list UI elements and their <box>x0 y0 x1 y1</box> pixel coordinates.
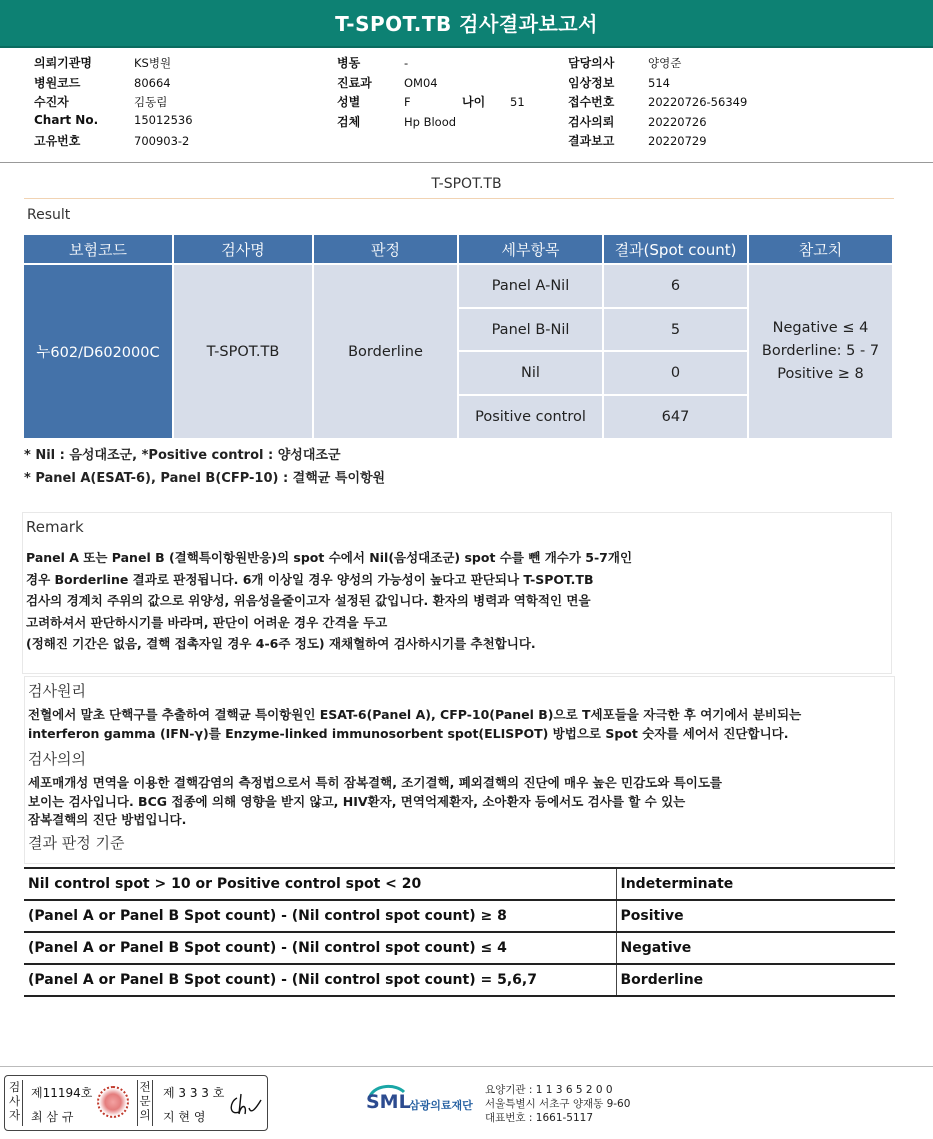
header-value: 20220726 <box>648 114 707 129</box>
criteria-condition: (Panel A or Panel B Spot count) - (Nil control spot count) ≤ 4 <box>24 932 616 964</box>
header-field <box>568 113 747 133</box>
header-label: 결과보고 <box>568 134 615 148</box>
remark-line: 경우 Borderline 결과로 판정됩니다. 6개 이상일 경우 양성의 가능성이 높다고 판단되나 T-SPOT.TB <box>26 571 594 587</box>
criteria-condition: (Panel A or Panel B Spot count) - (Nil control spot count) = 5,6,7 <box>24 964 616 996</box>
criteria-result: Indeterminate <box>616 868 895 900</box>
principle-label: 검사원리 <box>28 682 86 700</box>
remark-line: 고려하셔서 판단하시기를 바라며, 판단이 어려운 경우 간격을 두고 <box>26 614 388 630</box>
header-divider <box>0 162 933 163</box>
criteria-condition: Nil control spot > 10 or Positive control spot < 20 <box>24 868 616 900</box>
footer-divider <box>0 1066 933 1067</box>
table-row <box>24 932 895 964</box>
tester-license-no: 제11194호 <box>31 1086 93 1100</box>
header-label: 병동 <box>337 56 361 70</box>
detail-item-cell: Panel A-Nil <box>459 265 602 307</box>
age-label: 나이 <box>462 95 486 109</box>
header-field <box>34 93 193 113</box>
header-value: 김동림 <box>134 95 168 109</box>
col-header-reference: 참고치 <box>749 235 892 263</box>
header-value: 15012536 <box>134 112 193 127</box>
remark-line: Panel A 또는 Panel B (결핵특이항원반응)의 spot 수에서 Nil(음성대조군) spot 수를 뺀 개수가 5-7개인 <box>26 550 633 565</box>
address-line: 요양기관 : 1 1 3 6 5 2 0 0 <box>485 1084 613 1096</box>
header-field <box>337 74 525 94</box>
criteria-label: 결과 판정 기준 <box>28 834 125 852</box>
insurance-code-cell: 누602/D602000C <box>24 265 172 438</box>
header-label: 의뢰기관명 <box>34 56 92 70</box>
header-value: - <box>404 56 409 70</box>
header-value: Hp Blood <box>404 114 457 129</box>
col-header-detail-item: 세부항목 <box>459 235 602 263</box>
principle-line: interferon gamma (IFN-γ)를 Enzyme-linked immunosorbent spot(ELISPOT) 방법으로 Spot 숫자를 세어서 진단합니다. <box>28 726 789 741</box>
header-field <box>337 54 525 74</box>
meaning-line: 세포매개성 면역을 이용한 결핵감염의 측정법으로서 특히 잠복결핵, 조기결핵, 폐외결핵의 진단에 매우 높은 민감도와 특이도를 <box>28 775 722 790</box>
header-value: KS병원 <box>134 56 172 70</box>
reviewer-license-no: 제 3 3 3 호 <box>163 1086 225 1100</box>
col-header-insurance-code: 보험코드 <box>24 235 172 263</box>
header-value: 20220726-56349 <box>648 95 748 109</box>
reference-line: Borderline: 5 - 7 <box>761 343 880 359</box>
tester-name: 최 삼 규 <box>31 1110 74 1124</box>
principle-line: 전혈에서 말초 단핵구를 추출하여 결핵균 특이항원인 ESAT-6(Panel A), CFP-10(Panel B)으로 T세포들을 자극한 후 여기에서 분비되는 <box>28 707 802 722</box>
header-field <box>34 113 193 133</box>
header-label: 담당의사 <box>568 56 615 70</box>
remark-line: (정해진 기간은 없음, 결핵 접촉자일 경우 4-6주 정도) 재채혈하여 검사하시기를 추천합니다. <box>26 636 536 651</box>
header-label: 성별 <box>337 95 361 109</box>
remark-label: Remark <box>26 518 84 536</box>
section-title: T-SPOT.TB <box>431 176 502 192</box>
logo-text: SML <box>366 1091 411 1113</box>
org-address <box>485 1083 630 1125</box>
report-title: T-SPOT.TB 검사결과보고서 <box>335 12 598 36</box>
detail-item-cell: Positive control <box>459 396 602 438</box>
header-field <box>568 132 747 152</box>
reviewer-name: 지 현 영 <box>163 1110 206 1124</box>
org-name: 삼광의료재단 <box>409 1099 473 1112</box>
header-value: 20220729 <box>648 134 707 148</box>
col-header-judgment: 판정 <box>314 235 457 263</box>
header-field <box>337 113 525 133</box>
meaning-text <box>28 774 722 830</box>
age-value: 51 <box>510 95 525 109</box>
signature-box <box>4 1075 268 1131</box>
header-field <box>337 93 525 113</box>
reference-line: Negative ≤ 4 <box>772 320 869 336</box>
header-value: OM04 <box>404 75 438 90</box>
header-label: 고유번호 <box>34 134 81 148</box>
section-divider <box>24 198 894 199</box>
header-value: 80664 <box>134 75 171 90</box>
meaning-label: 검사의의 <box>28 750 86 768</box>
result-table <box>22 235 894 438</box>
header-field <box>568 54 747 74</box>
footnote: * Nil : 음성대조군, *Positive control : 양성대조군 <box>24 448 341 463</box>
footnote: * Panel A(ESAT-6), Panel B(CFP-10) : 결핵균 특이항원 <box>24 471 386 486</box>
header-column-1 <box>34 54 193 152</box>
header-value: 514 <box>648 75 670 90</box>
header-field <box>34 132 193 152</box>
report-title-bar <box>0 0 933 48</box>
detail-value-cell: 5 <box>604 309 747 350</box>
criteria-result: Borderline <box>616 964 895 996</box>
header-column-2 <box>337 54 525 132</box>
col-header-result: 결과(Spot count) <box>604 235 747 263</box>
header-field <box>568 93 747 113</box>
table-row <box>24 868 895 900</box>
criteria-result: Positive <box>616 900 895 932</box>
test-name-cell: T-SPOT.TB <box>174 265 312 438</box>
detail-item-cell: Nil <box>459 352 602 394</box>
header-label: Chart No. <box>34 112 99 127</box>
header-column-3 <box>568 54 747 152</box>
reviewer-label: 전문의 <box>137 1080 153 1126</box>
detail-value-cell: 647 <box>604 396 747 438</box>
signature-icon <box>227 1090 263 1120</box>
principle-text <box>28 705 801 743</box>
result-label: Result <box>27 207 71 223</box>
header-value: 700903-2 <box>134 134 190 148</box>
judgment-cell: Borderline <box>314 265 457 438</box>
col-header-test-name: 검사명 <box>174 235 312 263</box>
reference-cell <box>749 265 892 438</box>
header-label: 임상정보 <box>568 75 615 90</box>
seal-stamp-icon <box>97 1086 129 1118</box>
reference-line: Positive ≥ 8 <box>777 366 864 382</box>
header-label: 접수번호 <box>568 95 615 109</box>
tester-label: 검사자 <box>7 1080 23 1126</box>
header-label: 수진자 <box>34 95 69 109</box>
meaning-line: 잠복결핵의 진단 방법입니다. <box>28 812 187 827</box>
detail-item-cell: Panel B-Nil <box>459 309 602 350</box>
header-field <box>34 54 193 74</box>
table-row <box>24 964 895 996</box>
meaning-line: 보이는 검사입니다. BCG 접종에 의해 영향을 받지 않고, HIV환자, 면역억제환자, 소아환자 등에서도 검사를 할 수 있는 <box>28 793 686 809</box>
header-label: 검사의뢰 <box>568 114 615 129</box>
header-field <box>568 74 747 94</box>
address-line: 대표번호 : 1661-5117 <box>485 1112 594 1124</box>
criteria-condition: (Panel A or Panel B Spot count) - (Nil control spot count) ≥ 8 <box>24 900 616 932</box>
header-value: F <box>404 95 411 109</box>
detail-value-cell: 0 <box>604 352 747 394</box>
remark-text <box>26 547 632 655</box>
header-label: 진료과 <box>337 75 372 90</box>
header-label: 병원코드 <box>34 75 81 90</box>
header-value: 양영준 <box>648 56 682 70</box>
address-line: 서울특별시 서초구 양재동 9-60 <box>485 1098 631 1110</box>
remark-line: 검사의 경계치 주위의 값으로 위양성, 위음성을줄이고자 설정된 값입니다. 환자의 병력과 역학적인 면을 <box>26 593 591 608</box>
header-label: 검체 <box>337 114 361 129</box>
table-row <box>24 265 892 307</box>
criteria-result: Negative <box>616 932 895 964</box>
header-field <box>34 74 193 94</box>
table-row <box>24 900 895 932</box>
criteria-table <box>24 867 895 997</box>
detail-value-cell: 6 <box>604 265 747 307</box>
